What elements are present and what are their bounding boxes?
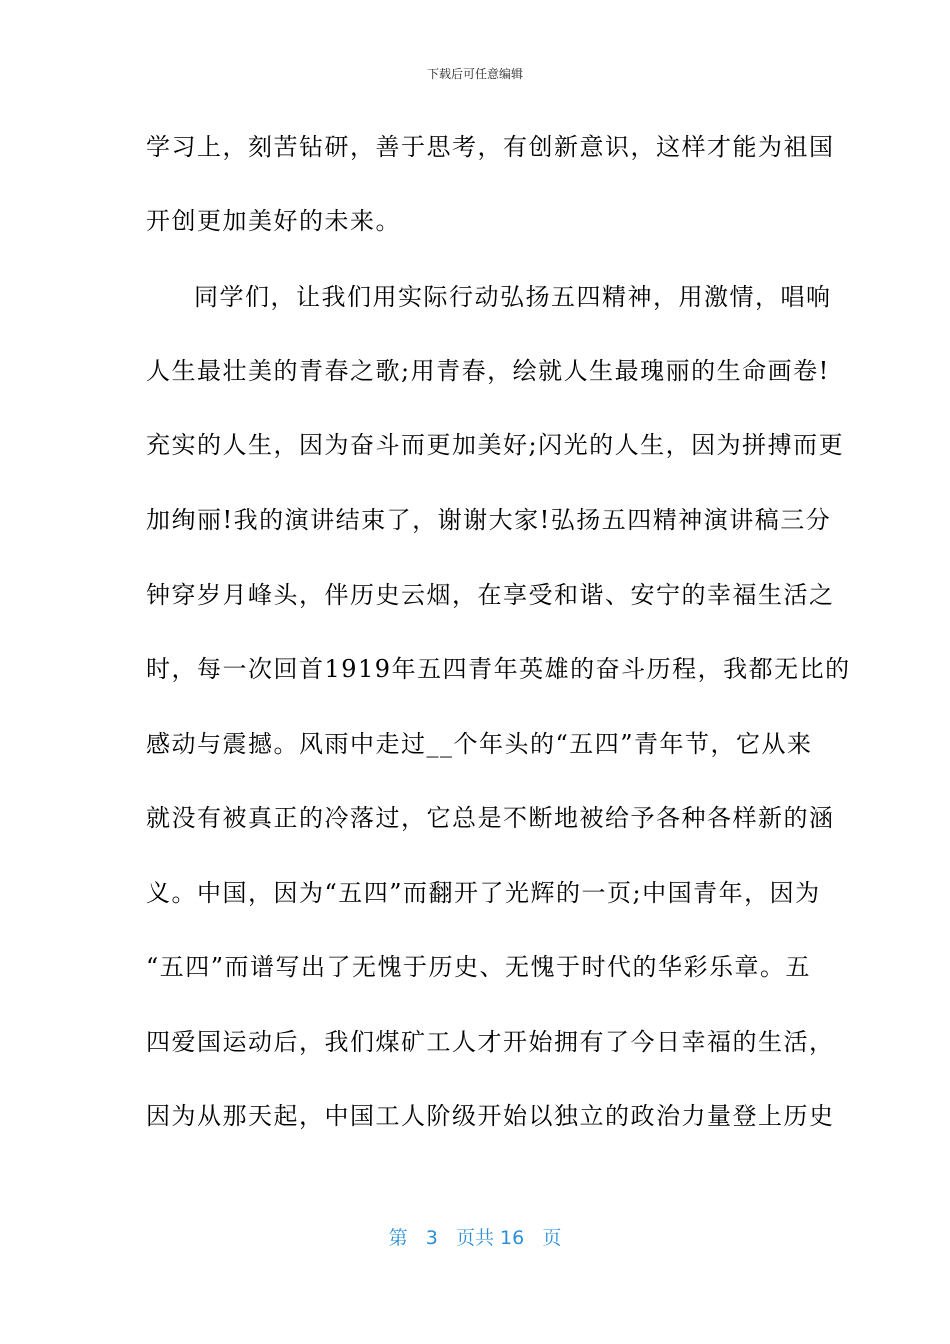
text-line: 人生最壮美的青春之歌;用青春，绘就人生最瑰丽的生命画卷! bbox=[146, 357, 830, 385]
text-line: 感动与震撼。风雨中走过__个年头的“五四”青年节，它从来 bbox=[146, 730, 813, 758]
page-suffix: 页 bbox=[542, 1227, 562, 1249]
page-footer bbox=[0, 1226, 950, 1250]
page-number: 3 bbox=[425, 1227, 438, 1249]
text-line: 四爱国运动后，我们煤矿工人才开始拥有了今日幸福的生活， bbox=[146, 1028, 835, 1056]
text-line: 学习上，刻苦钻研，善于思考，有创新意识，这样才能为祖国 bbox=[146, 133, 835, 161]
text-line: 时，每一次回首1919年五四青年英雄的奋斗历程，我都无比的 bbox=[146, 655, 851, 683]
text-line: 开创更加美好的未来。 bbox=[146, 207, 401, 235]
text-line: 义。中国，因为“五四”而翻开了光辉的一页;中国青年，因为 bbox=[146, 879, 821, 907]
text-line: 充实的人生，因为奋斗而更加美好;闪光的人生，因为拼搏而更 bbox=[146, 431, 845, 459]
page-header: 下载后可任意编辑 bbox=[426, 67, 523, 81]
total-pages: 16 bbox=[500, 1227, 525, 1249]
text-line: 钟穿岁月峰头，伴历史云烟，在享受和谐、安宁的幸福生活之 bbox=[146, 581, 835, 609]
text-line: 就没有被真正的冷落过，它总是不断地被给予各种各样新的涵 bbox=[146, 804, 835, 832]
text-line: “五四”而谱写出了无愧于历史、无愧于时代的华彩乐章。五 bbox=[146, 953, 812, 981]
text-line: 因为从那天起，中国工人阶级开始以独立的政治力量登上历史 bbox=[146, 1102, 835, 1130]
page-prefix: 第 bbox=[388, 1227, 408, 1249]
text-line: 同学们，让我们用实际行动弘扬五四精神，用激情，唱响 bbox=[194, 283, 832, 311]
page-middle: 页共 bbox=[455, 1227, 494, 1249]
text-line: 加绚丽!我的演讲结束了，谢谢大家!弘扬五四精神演讲稿三分 bbox=[146, 506, 832, 534]
